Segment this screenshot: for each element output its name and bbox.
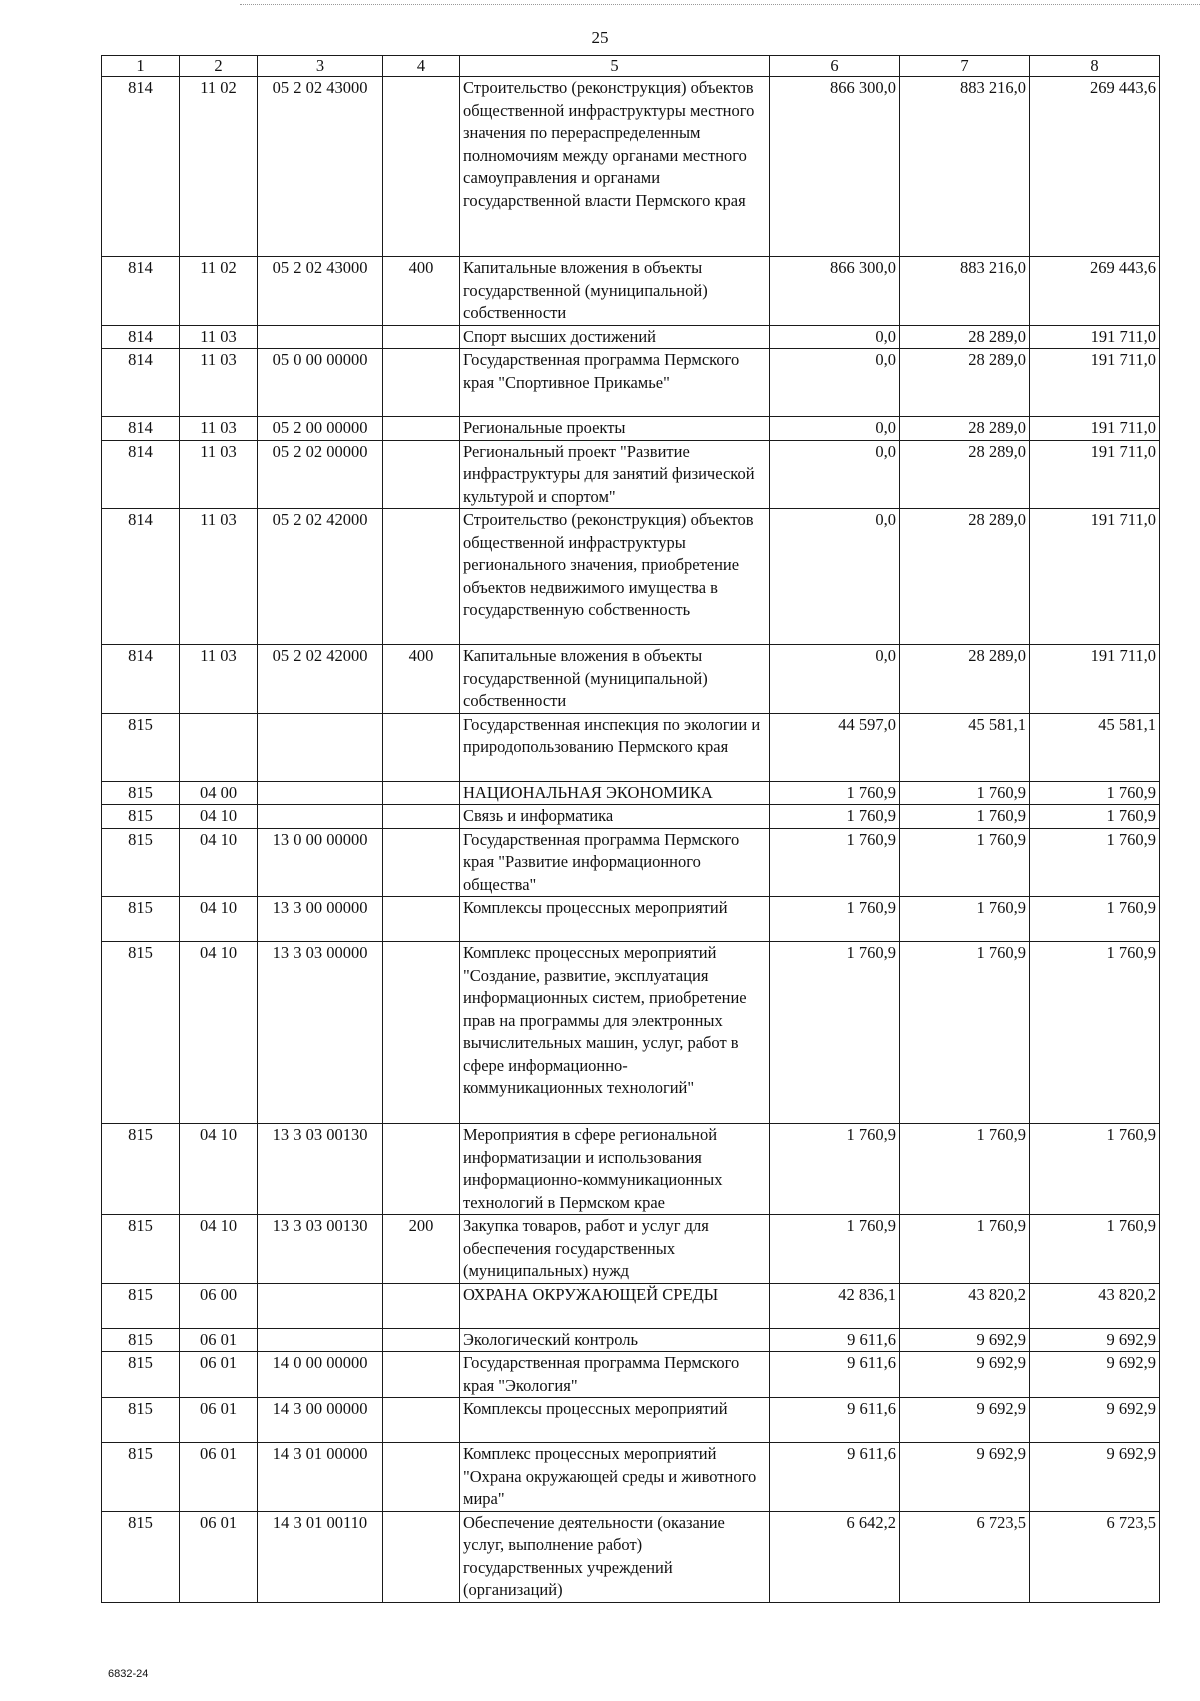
cell-amount-3: 269 443,6 [1030, 257, 1160, 326]
cell-admin-code: 815 [102, 781, 180, 805]
header-row [102, 56, 1160, 77]
cell-amount-1: 9 611,6 [770, 1328, 900, 1352]
cell-admin-code: 815 [102, 1215, 180, 1284]
cell-amount-2: 9 692,9 [900, 1352, 1030, 1398]
cell-amount-2: 1 760,9 [900, 1215, 1030, 1284]
cell-target-article: 05 2 00 00000 [258, 417, 383, 441]
cell-description: Строительство (реконструкция) объектов общественной инфраструктуры регионального значения, приобретение объектов недвижимого имущества в государственную собственность [460, 509, 770, 645]
table-row [102, 440, 1160, 509]
cell-amount-3: 191 711,0 [1030, 440, 1160, 509]
cell-amount-3: 191 711,0 [1030, 509, 1160, 645]
cell-amount-3: 43 820,2 [1030, 1283, 1160, 1328]
cell-description: Комплексы процессных мероприятий [460, 897, 770, 942]
cell-section: 11 03 [180, 417, 258, 441]
cell-expense-type [383, 1398, 460, 1443]
budget-table [101, 55, 1160, 1603]
cell-description: Экологический контроль [460, 1328, 770, 1352]
cell-expense-type [383, 417, 460, 441]
cell-target-article: 13 3 03 00130 [258, 1124, 383, 1215]
document-code: 6832-24 [108, 1668, 149, 1680]
cell-expense-type [383, 713, 460, 781]
cell-amount-3: 1 760,9 [1030, 1215, 1160, 1284]
cell-target-article: 05 2 02 42000 [258, 509, 383, 645]
cell-amount-2: 28 289,0 [900, 417, 1030, 441]
cell-description: Государственная программа Пермского края "Экология" [460, 1352, 770, 1398]
table-row [102, 942, 1160, 1124]
cell-admin-code: 815 [102, 805, 180, 829]
cell-amount-2: 9 692,9 [900, 1443, 1030, 1512]
cell-amount-3: 9 692,9 [1030, 1398, 1160, 1443]
cell-target-article: 13 0 00 00000 [258, 828, 383, 897]
cell-amount-1: 0,0 [770, 417, 900, 441]
cell-admin-code: 814 [102, 645, 180, 714]
cell-admin-code: 814 [102, 77, 180, 257]
cell-amount-1: 1 760,9 [770, 1215, 900, 1284]
cell-expense-type [383, 349, 460, 417]
cell-amount-1: 0,0 [770, 645, 900, 714]
cell-description: Региональный проект "Развитие инфраструктуры для занятий физической культурой и спортом" [460, 440, 770, 509]
table-row [102, 1511, 1160, 1602]
cell-amount-1: 1 760,9 [770, 805, 900, 829]
cell-description: Комплекс процессных мероприятий "Охрана окружающей среды и животного мира" [460, 1443, 770, 1512]
cell-section: 04 10 [180, 828, 258, 897]
cell-section: 04 00 [180, 781, 258, 805]
cell-section: 04 10 [180, 897, 258, 942]
cell-amount-2: 28 289,0 [900, 349, 1030, 417]
page-number: 25 [591, 28, 609, 47]
cell-section: 06 01 [180, 1352, 258, 1398]
table-row [102, 805, 1160, 829]
cell-expense-type [383, 781, 460, 805]
cell-amount-1: 866 300,0 [770, 77, 900, 257]
cell-section: 11 03 [180, 349, 258, 417]
table-row [102, 781, 1160, 805]
cell-amount-2: 43 820,2 [900, 1283, 1030, 1328]
col-header-7: 7 [900, 56, 1030, 77]
table-row [102, 509, 1160, 645]
cell-admin-code: 815 [102, 942, 180, 1124]
cell-target-article: 05 2 02 00000 [258, 440, 383, 509]
cell-description: Государственная программа Пермского края "Развитие информационного общества" [460, 828, 770, 897]
cell-amount-1: 1 760,9 [770, 897, 900, 942]
cell-target-article: 05 2 02 43000 [258, 257, 383, 326]
table-row [102, 1283, 1160, 1328]
cell-target-article: 14 3 01 00110 [258, 1511, 383, 1602]
cell-amount-2: 45 581,1 [900, 713, 1030, 781]
cell-amount-2: 28 289,0 [900, 645, 1030, 714]
table-row [102, 1215, 1160, 1284]
cell-target-article: 05 0 00 00000 [258, 349, 383, 417]
cell-section: 11 03 [180, 325, 258, 349]
cell-admin-code: 815 [102, 897, 180, 942]
cell-section: 11 03 [180, 440, 258, 509]
cell-description: Мероприятия в сфере региональной информатизации и использования информационно-коммуникационных технологий в Пермском крае [460, 1124, 770, 1215]
cell-target-article [258, 713, 383, 781]
cell-amount-2: 1 760,9 [900, 942, 1030, 1124]
cell-amount-1: 0,0 [770, 509, 900, 645]
table-row [102, 1124, 1160, 1215]
table-row [102, 349, 1160, 417]
cell-description: Закупка товаров, работ и услуг для обеспечения государственных (муниципальных) нужд [460, 1215, 770, 1284]
cell-admin-code: 815 [102, 1511, 180, 1602]
cell-amount-3: 6 723,5 [1030, 1511, 1160, 1602]
cell-admin-code: 814 [102, 440, 180, 509]
col-header-3: 3 [258, 56, 383, 77]
cell-admin-code: 815 [102, 1398, 180, 1443]
cell-amount-3: 191 711,0 [1030, 417, 1160, 441]
cell-amount-1: 42 836,1 [770, 1283, 900, 1328]
cell-amount-2: 28 289,0 [900, 325, 1030, 349]
cell-expense-type [383, 77, 460, 257]
cell-description: Спорт высших достижений [460, 325, 770, 349]
cell-amount-1: 6 642,2 [770, 1511, 900, 1602]
cell-admin-code: 815 [102, 1124, 180, 1215]
cell-amount-2: 28 289,0 [900, 440, 1030, 509]
cell-section: 06 01 [180, 1511, 258, 1602]
cell-expense-type: 400 [383, 645, 460, 714]
cell-amount-2: 9 692,9 [900, 1398, 1030, 1443]
cell-description: Государственная инспекция по экологии и природопользованию Пермского края [460, 713, 770, 781]
cell-admin-code: 814 [102, 349, 180, 417]
cell-amount-3: 9 692,9 [1030, 1443, 1160, 1512]
cell-admin-code: 814 [102, 257, 180, 326]
cell-description: Обеспечение деятельности (оказание услуг, выполнение работ) государственных учреждений (организаций) [460, 1511, 770, 1602]
cell-amount-2: 1 760,9 [900, 1124, 1030, 1215]
cell-admin-code: 815 [102, 828, 180, 897]
cell-amount-1: 866 300,0 [770, 257, 900, 326]
cell-expense-type: 200 [383, 1215, 460, 1284]
col-header-5: 5 [460, 56, 770, 77]
cell-target-article: 14 0 00 00000 [258, 1352, 383, 1398]
cell-admin-code: 815 [102, 1443, 180, 1512]
cell-expense-type [383, 1124, 460, 1215]
cell-amount-3: 1 760,9 [1030, 1124, 1160, 1215]
cell-expense-type [383, 1443, 460, 1512]
cell-amount-2: 9 692,9 [900, 1328, 1030, 1352]
cell-target-article [258, 1283, 383, 1328]
cell-expense-type [383, 805, 460, 829]
cell-amount-3: 9 692,9 [1030, 1328, 1160, 1352]
cell-target-article: 05 2 02 42000 [258, 645, 383, 714]
table-row [102, 1443, 1160, 1512]
cell-description: Комплекс процессных мероприятий "Создание, развитие, эксплуатация информационных систем, приобретение прав на программы для электронных вычислительных машин, услуг, работ в сфере информационно-коммуникационных технологий" [460, 942, 770, 1124]
cell-description: Связь и информатика [460, 805, 770, 829]
cell-amount-1: 1 760,9 [770, 828, 900, 897]
cell-amount-3: 1 760,9 [1030, 942, 1160, 1124]
scan-top-edge [240, 4, 1200, 5]
cell-expense-type [383, 1511, 460, 1602]
cell-section: 04 10 [180, 1215, 258, 1284]
cell-amount-3: 191 711,0 [1030, 349, 1160, 417]
cell-target-article: 13 3 03 00000 [258, 942, 383, 1124]
cell-admin-code: 814 [102, 509, 180, 645]
cell-amount-3: 45 581,1 [1030, 713, 1160, 781]
cell-section: 06 01 [180, 1443, 258, 1512]
cell-section: 11 02 [180, 257, 258, 326]
cell-expense-type [383, 1283, 460, 1328]
cell-admin-code: 815 [102, 713, 180, 781]
cell-amount-3: 191 711,0 [1030, 325, 1160, 349]
cell-expense-type [383, 1352, 460, 1398]
cell-amount-1: 9 611,6 [770, 1352, 900, 1398]
table-row [102, 77, 1160, 257]
table-row [102, 257, 1160, 326]
cell-amount-3: 9 692,9 [1030, 1352, 1160, 1398]
col-header-6: 6 [770, 56, 900, 77]
cell-expense-type [383, 440, 460, 509]
cell-expense-type [383, 942, 460, 1124]
cell-admin-code: 815 [102, 1352, 180, 1398]
cell-amount-2: 883 216,0 [900, 257, 1030, 326]
table-row [102, 417, 1160, 441]
cell-admin-code: 815 [102, 1328, 180, 1352]
cell-description: Государственная программа Пермского края "Спортивное Прикамье" [460, 349, 770, 417]
cell-admin-code: 814 [102, 417, 180, 441]
cell-expense-type [383, 897, 460, 942]
cell-target-article [258, 781, 383, 805]
table-row [102, 1352, 1160, 1398]
cell-expense-type [383, 509, 460, 645]
cell-admin-code: 814 [102, 325, 180, 349]
cell-section: 06 01 [180, 1328, 258, 1352]
cell-description: Комплексы процессных мероприятий [460, 1398, 770, 1443]
cell-amount-2: 1 760,9 [900, 805, 1030, 829]
cell-expense-type [383, 325, 460, 349]
cell-expense-type [383, 1328, 460, 1352]
cell-section [180, 713, 258, 781]
cell-admin-code: 815 [102, 1283, 180, 1328]
table-row [102, 828, 1160, 897]
cell-description: Капитальные вложения в объекты государственной (муниципальной) собственности [460, 257, 770, 326]
cell-amount-3: 1 760,9 [1030, 781, 1160, 805]
cell-section: 04 10 [180, 942, 258, 1124]
cell-section: 11 03 [180, 645, 258, 714]
table-row [102, 713, 1160, 781]
cell-target-article [258, 805, 383, 829]
cell-amount-3: 1 760,9 [1030, 805, 1160, 829]
cell-description: Региональные проекты [460, 417, 770, 441]
col-header-1: 1 [102, 56, 180, 77]
cell-target-article: 13 3 00 00000 [258, 897, 383, 942]
cell-expense-type: 400 [383, 257, 460, 326]
cell-amount-2: 1 760,9 [900, 897, 1030, 942]
cell-section: 06 01 [180, 1398, 258, 1443]
cell-amount-1: 44 597,0 [770, 713, 900, 781]
cell-description: НАЦИОНАЛЬНАЯ ЭКОНОМИКА [460, 781, 770, 805]
cell-target-article: 05 2 02 43000 [258, 77, 383, 257]
cell-amount-1: 0,0 [770, 349, 900, 417]
cell-target-article: 14 3 01 00000 [258, 1443, 383, 1512]
cell-target-article: 13 3 03 00130 [258, 1215, 383, 1284]
col-header-4: 4 [383, 56, 460, 77]
table-row [102, 645, 1160, 714]
cell-amount-3: 191 711,0 [1030, 645, 1160, 714]
col-header-2: 2 [180, 56, 258, 77]
cell-amount-2: 28 289,0 [900, 509, 1030, 645]
cell-target-article [258, 1328, 383, 1352]
cell-expense-type [383, 828, 460, 897]
cell-amount-3: 269 443,6 [1030, 77, 1160, 257]
cell-amount-1: 0,0 [770, 440, 900, 509]
col-header-8: 8 [1030, 56, 1160, 77]
cell-amount-1: 9 611,6 [770, 1443, 900, 1512]
table-row [102, 325, 1160, 349]
cell-description: ОХРАНА ОКРУЖАЮЩЕЙ СРЕДЫ [460, 1283, 770, 1328]
cell-amount-1: 1 760,9 [770, 781, 900, 805]
cell-section: 11 03 [180, 509, 258, 645]
cell-target-article [258, 325, 383, 349]
cell-amount-3: 1 760,9 [1030, 897, 1160, 942]
cell-amount-2: 6 723,5 [900, 1511, 1030, 1602]
cell-amount-2: 883 216,0 [900, 77, 1030, 257]
cell-description: Строительство (реконструкция) объектов общественной инфраструктуры местного значения по перераспределенным полномочиям между органами местного самоуправления и органами государственной власти Пермского края [460, 77, 770, 257]
cell-amount-3: 1 760,9 [1030, 828, 1160, 897]
cell-section: 04 10 [180, 1124, 258, 1215]
cell-amount-2: 1 760,9 [900, 781, 1030, 805]
cell-amount-1: 0,0 [770, 325, 900, 349]
cell-section: 06 00 [180, 1283, 258, 1328]
cell-target-article: 14 3 00 00000 [258, 1398, 383, 1443]
cell-amount-2: 1 760,9 [900, 828, 1030, 897]
cell-section: 11 02 [180, 77, 258, 257]
cell-description: Капитальные вложения в объекты государственной (муниципальной) собственности [460, 645, 770, 714]
cell-section: 04 10 [180, 805, 258, 829]
cell-amount-1: 1 760,9 [770, 1124, 900, 1215]
table-row [102, 1328, 1160, 1352]
cell-amount-1: 1 760,9 [770, 942, 900, 1124]
table-row [102, 897, 1160, 942]
table-row [102, 1398, 1160, 1443]
cell-amount-1: 9 611,6 [770, 1398, 900, 1443]
